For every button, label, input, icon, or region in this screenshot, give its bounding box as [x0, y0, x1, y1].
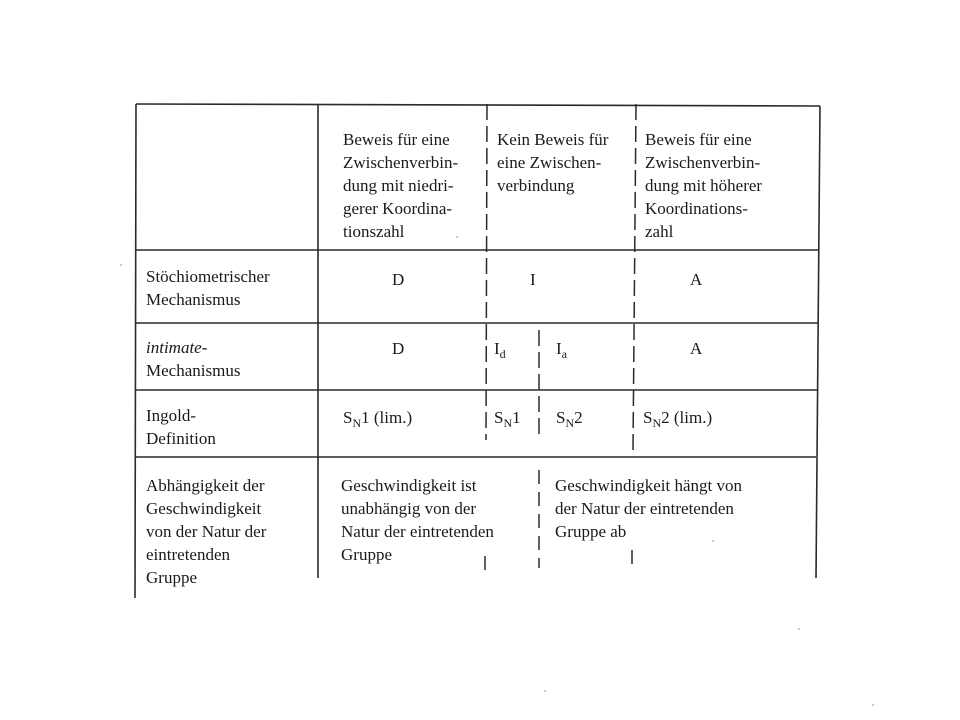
sn2lim-rest: 2 (lim.) [661, 408, 713, 427]
rule-left [135, 104, 136, 598]
col-divider-3 [633, 104, 636, 450]
cell-intimate-ia-main: I [556, 339, 562, 358]
rule-top [136, 104, 820, 106]
cell-intimate-d: D [392, 339, 405, 358]
row-label-stoichiometric: Stöchiometrischer Mechanismus [146, 267, 270, 309]
cell-stoich-d: D [392, 270, 405, 289]
cell-dependence-independent: Geschwindigkeit ist unabhängig von der Natur der eintretenden Gruppe [341, 476, 494, 564]
cell-intimate-ia-sub: a [561, 347, 567, 361]
cell-ingold-sn2-lim [643, 406, 712, 435]
row-label-intimate-italic: intimate- [146, 338, 208, 357]
sn1lim-main: S [343, 408, 353, 427]
header-col-lower-cn: Beweis für eine Zwischenverbin- dung mit niedri- gerer Koordina- tionszahl [343, 130, 459, 241]
sn1-main: S [494, 408, 504, 427]
scan-speck [120, 264, 122, 266]
sn1lim-sub: N [352, 416, 362, 430]
scan-speck [712, 540, 714, 542]
sn2-sub: N [565, 416, 575, 430]
cell-intimate-id [494, 337, 506, 366]
cell-ingold-sn1-lim [343, 406, 412, 435]
sn2lim-main: S [643, 408, 653, 427]
cell-intimate-ia [556, 337, 567, 366]
cell-intimate-a: A [690, 339, 703, 358]
scan-speck [456, 236, 458, 238]
cell-stoich-i: I [530, 270, 536, 289]
cell-stoich-a: A [690, 270, 703, 289]
sn2-main: S [556, 408, 566, 427]
sn1lim-rest: 1 (lim.) [361, 408, 413, 427]
cell-dependence-dependent: Geschwindigkeit hängt von der Natur der eintretenden Gruppe ab [555, 476, 742, 541]
row-label-intimate [146, 336, 240, 382]
sn1-rest: 1 [512, 408, 521, 427]
rule-right [816, 106, 820, 578]
row-label-dependence: Abhängigkeit der Geschwindigkeit von der Natur der eintretenden Gruppe [146, 476, 267, 587]
row-label-intimate-rest: Mechanismus [146, 361, 241, 380]
sn2lim-sub: N [652, 416, 662, 430]
header-col-no-intermediate: Kein Beweis für eine Zwischen- verbindung [497, 130, 609, 195]
scan-speck [544, 690, 546, 692]
scan-speck [872, 704, 874, 706]
cell-ingold-sn2 [556, 406, 583, 435]
cell-intimate-id-main: I [494, 339, 500, 358]
cell-intimate-id-sub: d [499, 347, 506, 361]
row-label-ingold: Ingold- Definition [146, 406, 216, 448]
header-col-higher-cn: Beweis für eine Zwischenverbin- dung mit höherer Koordinations- zahl [645, 130, 763, 241]
scan-speck [798, 628, 800, 630]
sn2-rest: 2 [574, 408, 583, 427]
cell-ingold-sn1 [494, 406, 521, 435]
sn1-sub: N [503, 416, 513, 430]
